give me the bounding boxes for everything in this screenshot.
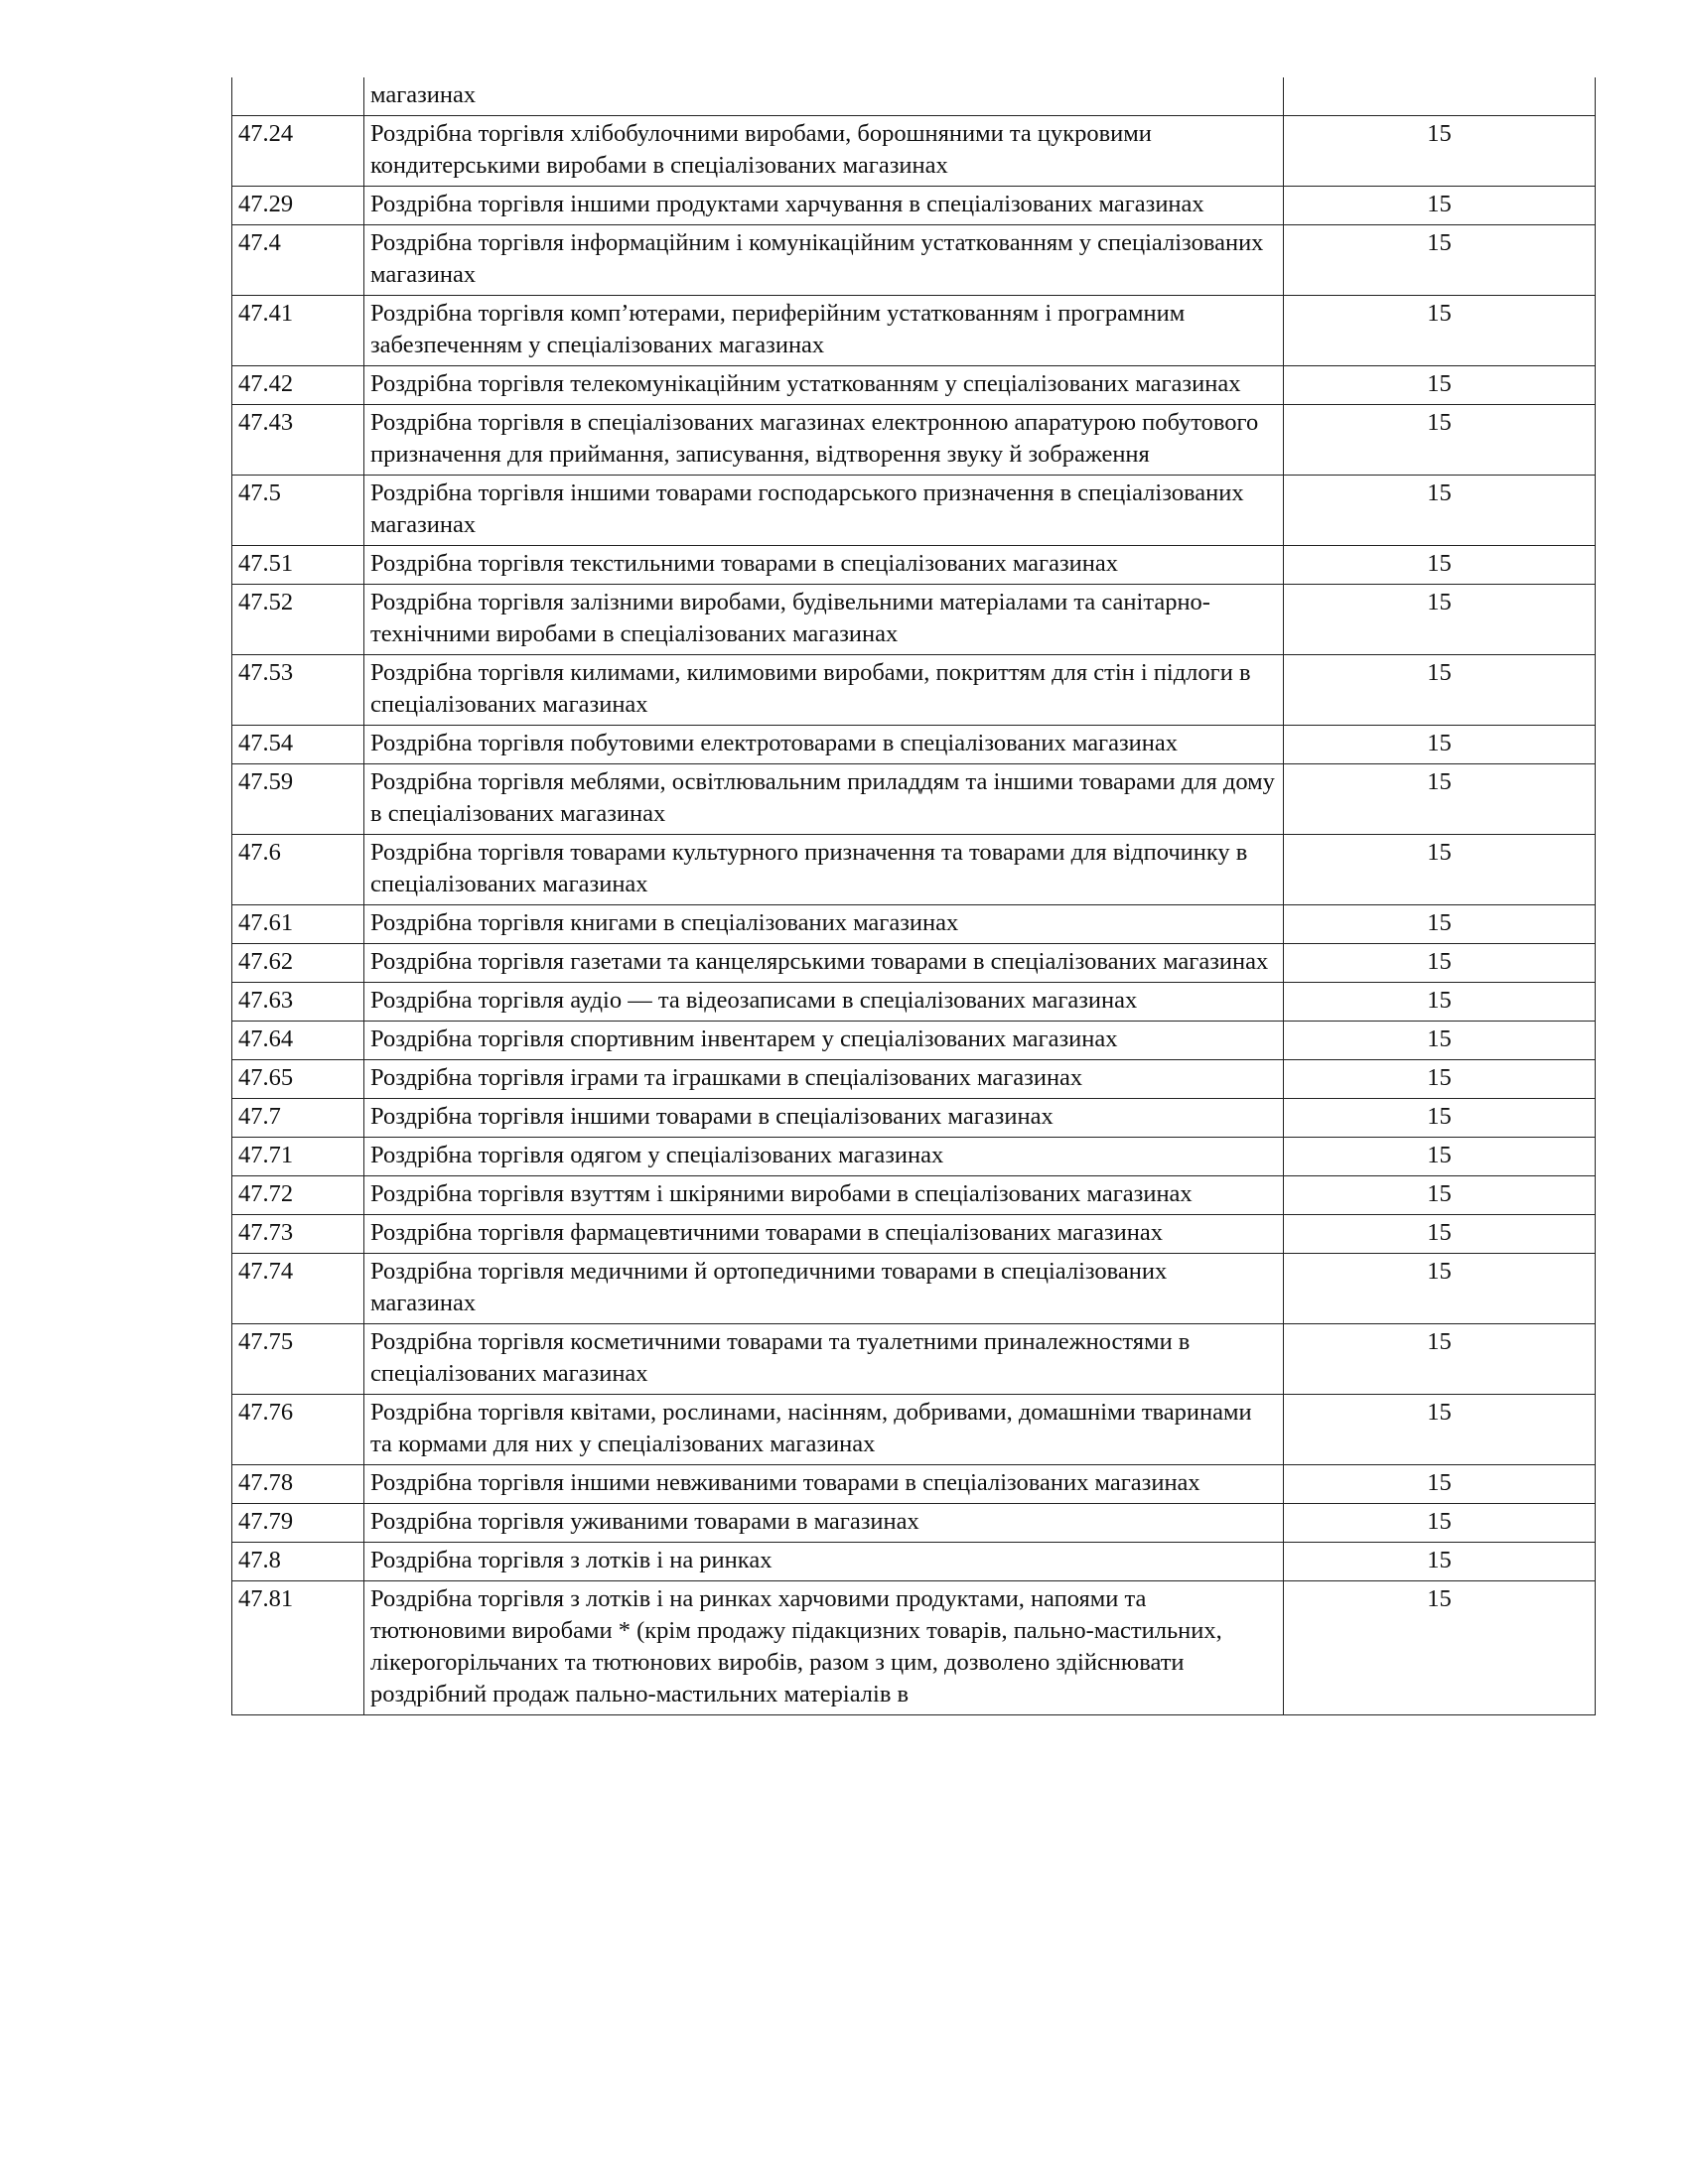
value-cell: 15: [1284, 944, 1596, 983]
description-cell: Роздрібна торгівля фармацевтичними товарами в спеціалізованих магазинах: [364, 1215, 1284, 1254]
code-cell: 47.6: [232, 835, 364, 905]
table-row: [232, 1022, 1596, 1060]
table-row: [232, 1176, 1596, 1215]
activity-codes-body: [232, 77, 1596, 1715]
table-row: [232, 1581, 1596, 1715]
description-cell: Роздрібна торгівля з лотків і на ринках харчовими продуктами, напоями та тютюновими виробами * (крім продажу підакцизних товарів, пально-мастильних, лікерогорільчаних та тютюнових виробів, разом з цим, дозволено здійснювати роздрібний продаж пально-мастильних матеріалів в: [364, 1581, 1284, 1715]
description-cell: Роздрібна торгівля телекомунікаційним устаткованням у спеціалізованих магазинах: [364, 366, 1284, 405]
code-cell: 47.51: [232, 546, 364, 585]
code-cell: 47.59: [232, 764, 364, 835]
value-cell: 15: [1284, 1504, 1596, 1543]
table-row: [232, 726, 1596, 764]
value-cell: 15: [1284, 983, 1596, 1022]
description-cell: Роздрібна торгівля килимами, килимовими виробами, покриттям для стін і підлоги в спеціалізованих магазинах: [364, 655, 1284, 726]
table-row: [232, 187, 1596, 225]
code-cell: 47.29: [232, 187, 364, 225]
table-row: [232, 405, 1596, 476]
value-cell: 15: [1284, 655, 1596, 726]
code-cell: 47.74: [232, 1254, 364, 1324]
value-cell: 15: [1284, 187, 1596, 225]
description-cell: Роздрібна торгівля косметичними товарами та туалетними приналежностями в спеціалізованих магазинах: [364, 1324, 1284, 1395]
value-cell: 15: [1284, 726, 1596, 764]
table-row: [232, 1099, 1596, 1138]
code-cell: 47.53: [232, 655, 364, 726]
code-cell: 47.7: [232, 1099, 364, 1138]
value-cell: 15: [1284, 1465, 1596, 1504]
table-row: [232, 546, 1596, 585]
code-cell: [232, 77, 364, 116]
value-cell: 15: [1284, 1581, 1596, 1715]
table-row: [232, 1060, 1596, 1099]
description-cell: Роздрібна торгівля взуттям і шкіряними виробами в спеціалізованих магазинах: [364, 1176, 1284, 1215]
table-row: [232, 1254, 1596, 1324]
table-row: [232, 225, 1596, 296]
description-cell: Роздрібна торгівля газетами та канцелярськими товарами в спеціалізованих магазинах: [364, 944, 1284, 983]
table-row: [232, 905, 1596, 944]
description-cell: Роздрібна торгівля комп’ютерами, периферійним устаткованням і програмним забезпеченням у спеціалізованих магазинах: [364, 296, 1284, 366]
value-cell: 15: [1284, 1138, 1596, 1176]
description-cell: Роздрібна торгівля уживаними товарами в магазинах: [364, 1504, 1284, 1543]
table-row: [232, 764, 1596, 835]
table-row: [232, 835, 1596, 905]
description-cell: Роздрібна торгівля книгами в спеціалізованих магазинах: [364, 905, 1284, 944]
table-row: [232, 1465, 1596, 1504]
table-row: [232, 944, 1596, 983]
description-cell: магазинах: [364, 77, 1284, 116]
table-row: [232, 655, 1596, 726]
value-cell: 15: [1284, 1254, 1596, 1324]
description-cell: Роздрібна торгівля іншими невживаними товарами в спеціалізованих магазинах: [364, 1465, 1284, 1504]
table-row: [232, 1395, 1596, 1465]
description-cell: Роздрібна торгівля залізними виробами, будівельними матеріалами та санітарно-технічними виробами в спеціалізованих магазинах: [364, 585, 1284, 655]
description-cell: Роздрібна торгівля товарами культурного призначення та товарами для відпочинку в спеціалізованих магазинах: [364, 835, 1284, 905]
table-row: [232, 983, 1596, 1022]
value-cell: 15: [1284, 1176, 1596, 1215]
value-cell: 15: [1284, 225, 1596, 296]
value-cell: 15: [1284, 116, 1596, 187]
table-row: [232, 77, 1596, 116]
table-row: [232, 366, 1596, 405]
value-cell: 15: [1284, 835, 1596, 905]
code-cell: 47.79: [232, 1504, 364, 1543]
value-cell: 15: [1284, 1215, 1596, 1254]
code-cell: 47.72: [232, 1176, 364, 1215]
value-cell: 15: [1284, 1099, 1596, 1138]
value-cell: 15: [1284, 366, 1596, 405]
table-row: [232, 296, 1596, 366]
value-cell: 15: [1284, 1060, 1596, 1099]
description-cell: Роздрібна торгівля іншими товарами господарського призначення в спеціалізованих магазинах: [364, 476, 1284, 546]
value-cell: 15: [1284, 1324, 1596, 1395]
description-cell: Роздрібна торгівля квітами, рослинами, насінням, добривами, домашніми тваринами та кормами для них у спеціалізованих магазинах: [364, 1395, 1284, 1465]
code-cell: 47.62: [232, 944, 364, 983]
code-cell: 47.78: [232, 1465, 364, 1504]
description-cell: Роздрібна торгівля спортивним інвентарем у спеціалізованих магазинах: [364, 1022, 1284, 1060]
table-row: [232, 476, 1596, 546]
table-row: [232, 585, 1596, 655]
value-cell: 15: [1284, 1543, 1596, 1581]
code-cell: 47.75: [232, 1324, 364, 1395]
description-cell: Роздрібна торгівля іншими товарами в спеціалізованих магазинах: [364, 1099, 1284, 1138]
table-row: [232, 116, 1596, 187]
table-row: [232, 1324, 1596, 1395]
description-cell: Роздрібна торгівля в спеціалізованих магазинах електронною апаратурою побутового призначення для приймання, записування, відтворення звуку й зображення: [364, 405, 1284, 476]
description-cell: Роздрібна торгівля хлібобулочними виробами, борошняними та цукровими кондитерськими виробами в спеціалізованих магазинах: [364, 116, 1284, 187]
description-cell: Роздрібна торгівля меблями, освітлювальним приладдям та іншими товарами для дому в спеціалізованих магазинах: [364, 764, 1284, 835]
value-cell: 15: [1284, 1022, 1596, 1060]
code-cell: 47.5: [232, 476, 364, 546]
table-row: [232, 1138, 1596, 1176]
activity-codes-table: [231, 77, 1596, 1715]
value-cell: 15: [1284, 764, 1596, 835]
value-cell: 15: [1284, 476, 1596, 546]
code-cell: 47.63: [232, 983, 364, 1022]
code-cell: 47.24: [232, 116, 364, 187]
code-cell: 47.43: [232, 405, 364, 476]
code-cell: 47.4: [232, 225, 364, 296]
value-cell: 15: [1284, 905, 1596, 944]
code-cell: 47.65: [232, 1060, 364, 1099]
description-cell: Роздрібна торгівля іншими продуктами харчування в спеціалізованих магазинах: [364, 187, 1284, 225]
description-cell: Роздрібна торгівля з лотків і на ринках: [364, 1543, 1284, 1581]
code-cell: 47.71: [232, 1138, 364, 1176]
code-cell: 47.61: [232, 905, 364, 944]
value-cell: 15: [1284, 585, 1596, 655]
code-cell: 47.42: [232, 366, 364, 405]
code-cell: 47.76: [232, 1395, 364, 1465]
description-cell: Роздрібна торгівля інформаційним і комунікаційним устаткованням у спеціалізованих магазинах: [364, 225, 1284, 296]
value-cell: 15: [1284, 296, 1596, 366]
code-cell: 47.64: [232, 1022, 364, 1060]
description-cell: Роздрібна торгівля побутовими електротоварами в спеціалізованих магазинах: [364, 726, 1284, 764]
description-cell: Роздрібна торгівля аудіо — та відеозаписами в спеціалізованих магазинах: [364, 983, 1284, 1022]
table-row: [232, 1543, 1596, 1581]
value-cell: 15: [1284, 546, 1596, 585]
code-cell: 47.54: [232, 726, 364, 764]
description-cell: Роздрібна торгівля іграми та іграшками в спеціалізованих магазинах: [364, 1060, 1284, 1099]
table-row: [232, 1504, 1596, 1543]
table-row: [232, 1215, 1596, 1254]
value-cell: [1284, 77, 1596, 116]
value-cell: 15: [1284, 405, 1596, 476]
description-cell: Роздрібна торгівля медичними й ортопедичними товарами в спеціалізованих магазинах: [364, 1254, 1284, 1324]
code-cell: 47.81: [232, 1581, 364, 1715]
code-cell: 47.73: [232, 1215, 364, 1254]
code-cell: 47.8: [232, 1543, 364, 1581]
description-cell: Роздрібна торгівля одягом у спеціалізованих магазинах: [364, 1138, 1284, 1176]
code-cell: 47.52: [232, 585, 364, 655]
code-cell: 47.41: [232, 296, 364, 366]
description-cell: Роздрібна торгівля текстильними товарами в спеціалізованих магазинах: [364, 546, 1284, 585]
value-cell: 15: [1284, 1395, 1596, 1465]
